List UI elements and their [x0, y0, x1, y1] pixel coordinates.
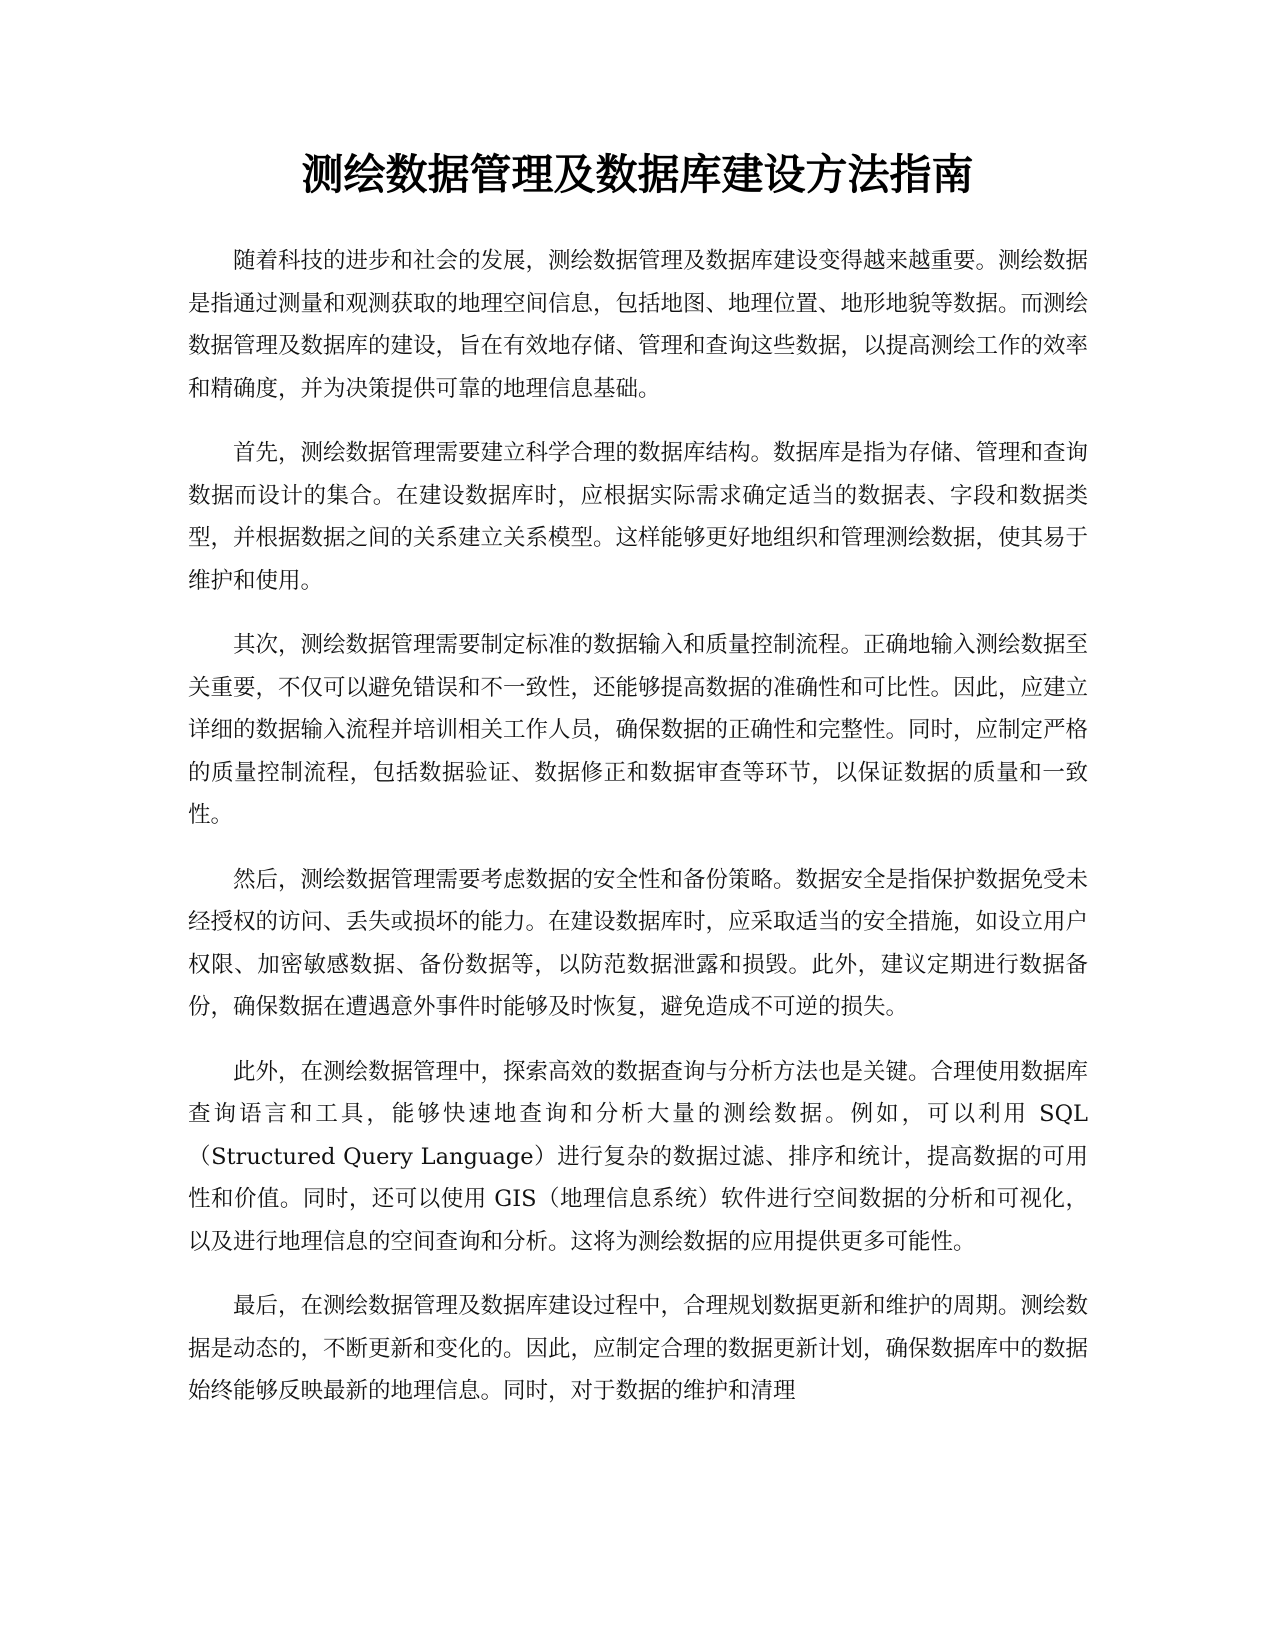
paragraph-quality-control: 其次，测绘数据管理需要制定标准的数据输入和质量控制流程。正确地输入测绘数据至关重要，不仅可以避免错误和不一致性，还能够提高数据的准确性和可比性。因此，应建立详细的数据输入流程并培训相关工作人员，确保数据的正确性和完整性。同时，应制定严格的质量控制流程，包括数据验证、数据修正和数据审查等环节，以保证数据的质量和一致性。 — [188, 632, 1089, 828]
paragraph-query-analysis: 此外，在测绘数据管理中，探索高效的数据查询与分析方法也是关键。合理使用数据库查询语言和工具，能够快速地查询和分析大量的测绘数据。例如，可以利用 SQL（Structured Query Language）进行复杂的数据过滤、排序和统计，提高数据的可用性和价值。同时，还可以使用 GIS（地理信息系统）软件进行空间数据的分析和可视化，以及进行地理信息的空间查询和分析。这将为测绘数据的应用提供更多可能性。 — [188, 1058, 1089, 1255]
document-body — [188, 240, 1088, 1435]
paragraph-database-structure: 首先，测绘数据管理需要建立科学合理的数据库结构。数据库是指为存储、管理和查询数据而设计的集合。在建设数据库时，应根据实际需求确定适当的数据表、字段和数据类型，并根据数据之间的关系建立关系模型。这样能够更好地组织和管理测绘数据，使其易于维护和使用。 — [188, 440, 1089, 594]
paragraph-intro: 随着科技的进步和社会的发展，测绘数据管理及数据库建设变得越来越重要。测绘数据是指通过测量和观测获取的地理空间信息，包括地图、地理位置、地形地貌等数据。而测绘数据管理及数据库的建设，旨在有效地存储、管理和查询这些数据，以提高测绘工作的效率和精确度，并为决策提供可靠的地理信息基础。 — [188, 248, 1089, 402]
paragraph-security-backup: 然后，测绘数据管理需要考虑数据的安全性和备份策略。数据安全是指保护数据免受未经授权的访问、丢失或损坏的能力。在建设数据库时，应采取适当的安全措施，如设立用户权限、加密敏感数据、备份数据等，以防范数据泄露和损毁。此外，建议定期进行数据备份，确保数据在遭遇意外事件时能够及时恢复，避免造成不可逆的损失。 — [188, 866, 1089, 1020]
document-title: 测绘数据管理及数据库建设方法指南 — [301, 150, 974, 199]
paragraph-update-maintenance: 最后，在测绘数据管理及数据库建设过程中，合理规划数据更新和维护的周期。测绘数据是动态的，不断更新和变化的。因此，应制定合理的数据更新计划，确保数据库中的数据始终能够反映最新的地理信息。同时，对于数据的维护和清理 — [188, 1293, 1089, 1404]
